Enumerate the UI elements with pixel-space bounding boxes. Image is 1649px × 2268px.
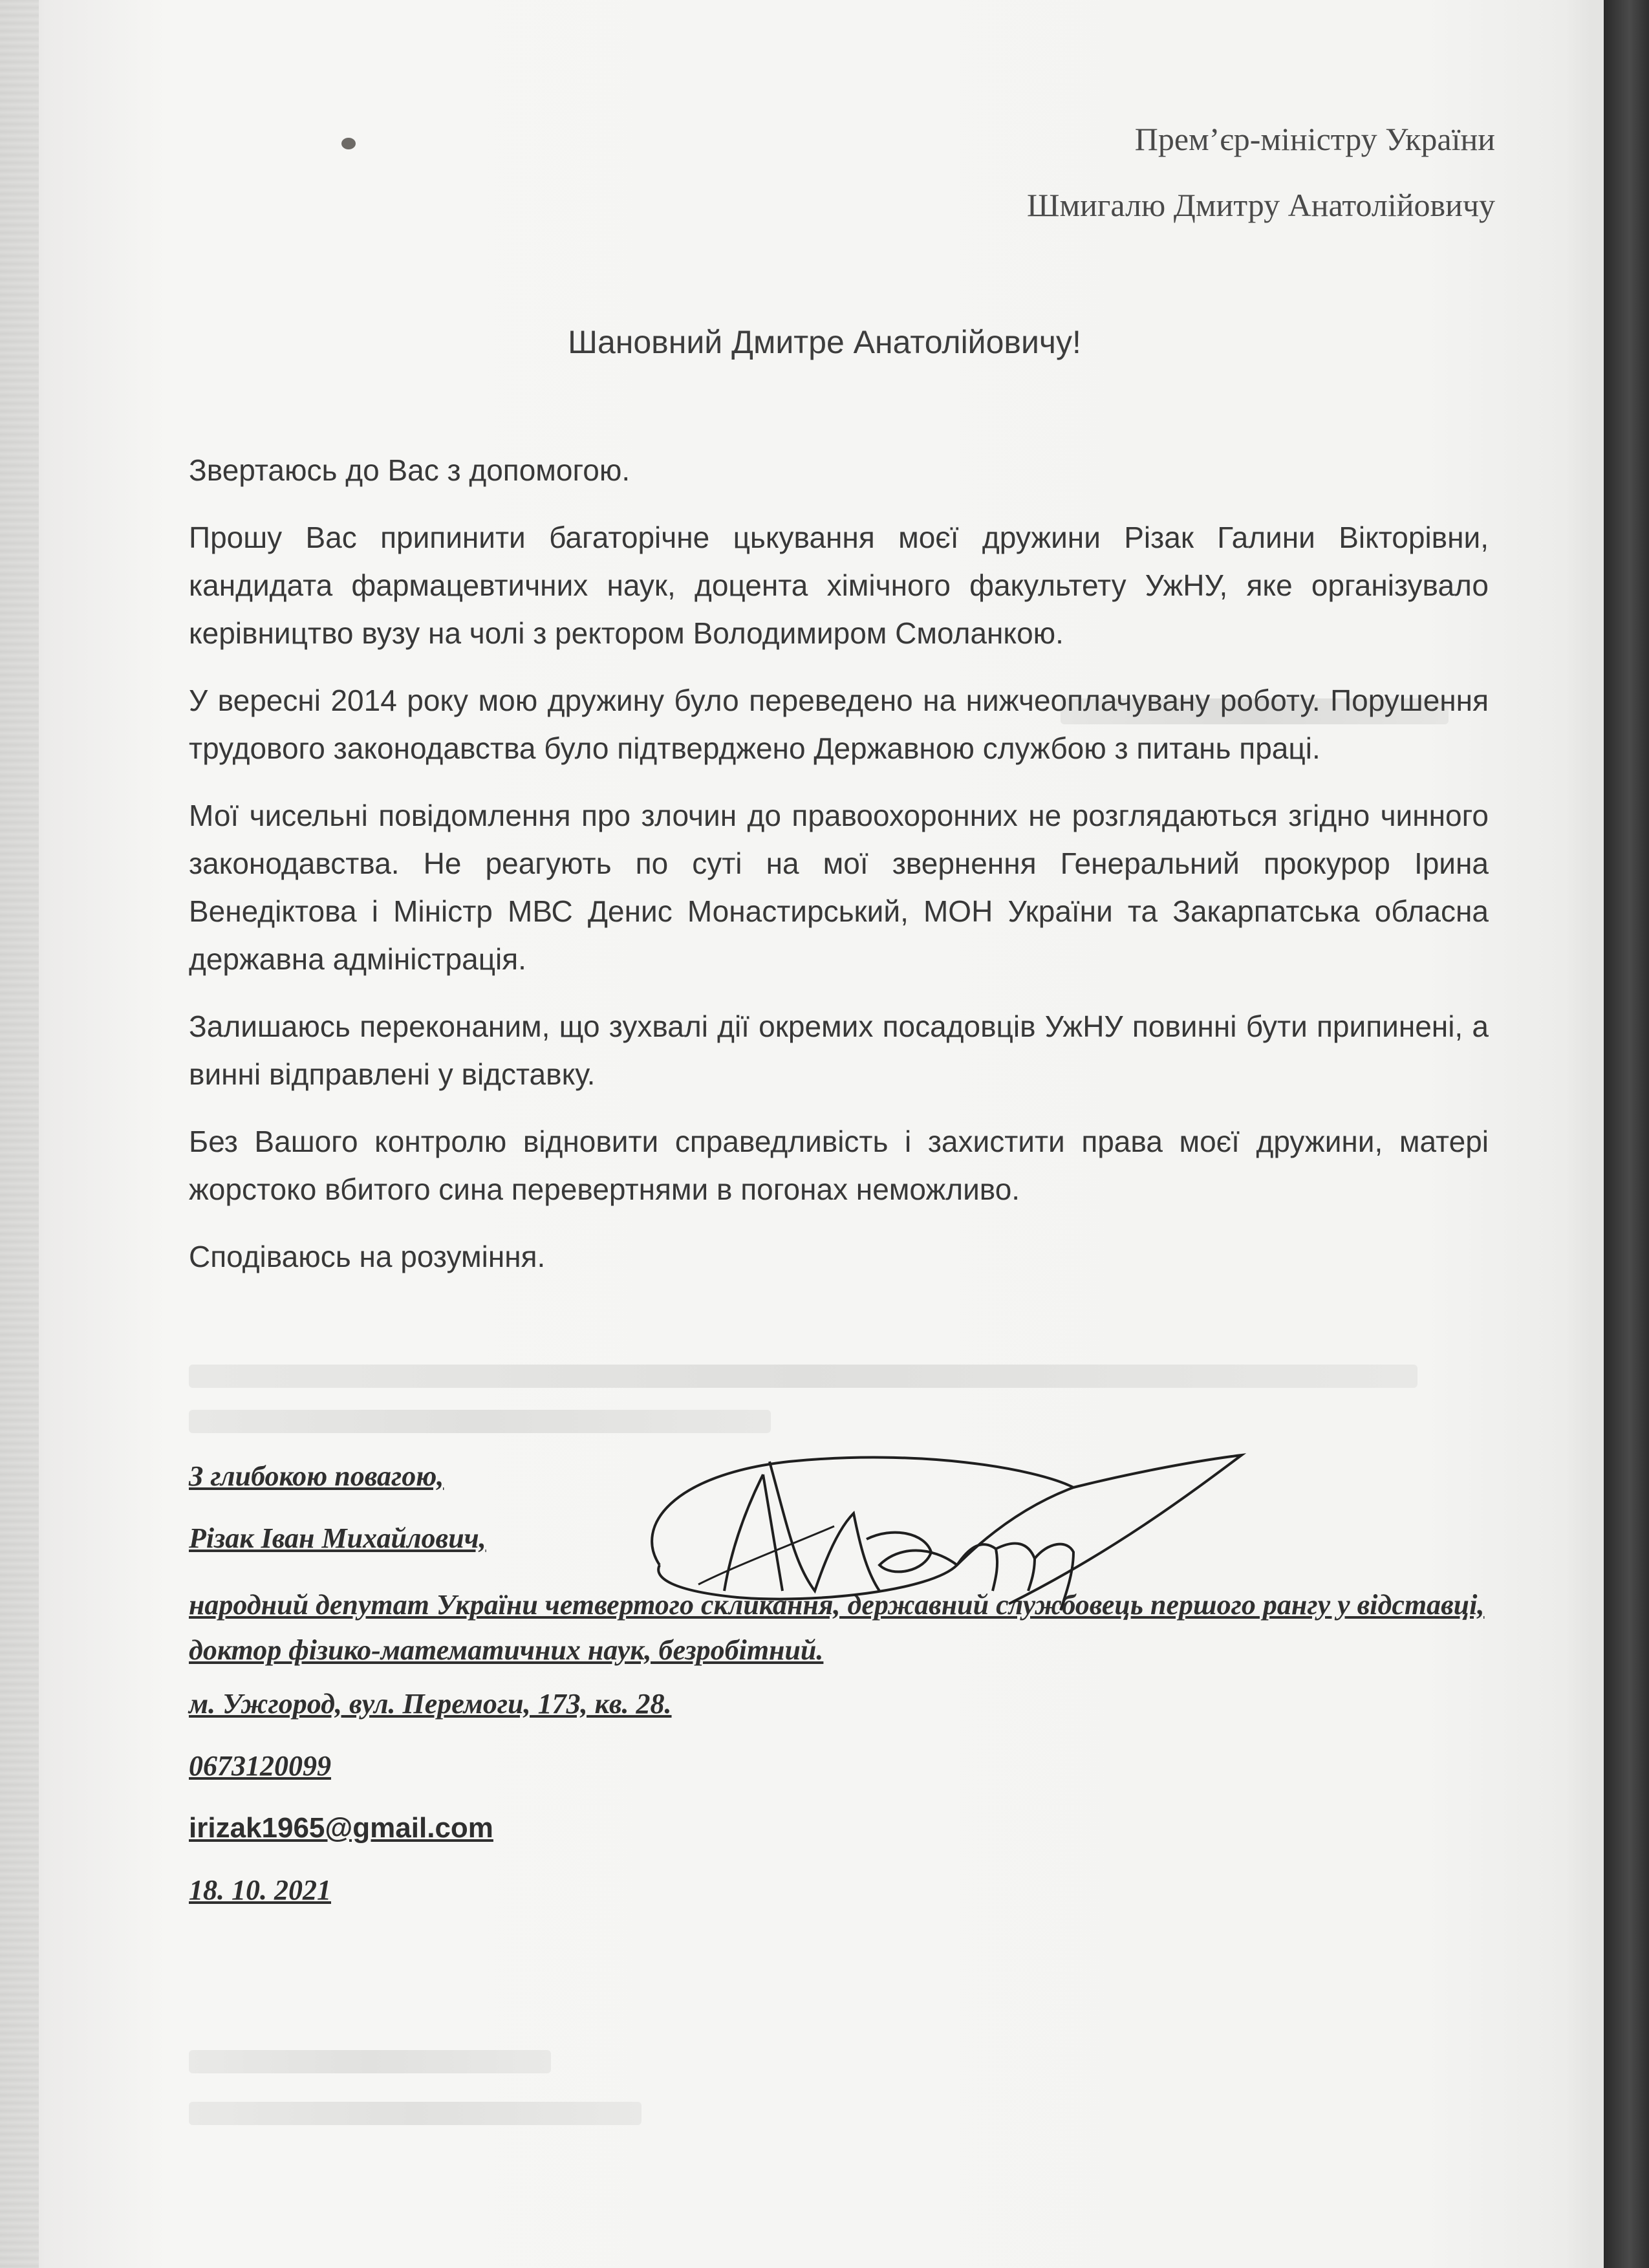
paragraph: Звертаюсь до Вас з допомогою. <box>189 453 630 487</box>
paragraph: Без Вашого контролю відновити справедливість і захистити права моєї дружини, матері жорстоко вбитого сина перевертнями в погонах неможливо. <box>189 1125 1489 1206</box>
show-through-smudge <box>189 1365 1417 1388</box>
show-through-smudge <box>189 1410 771 1433</box>
signer-email: irizak1965@gmail.com <box>189 1812 493 1844</box>
handwritten-signature <box>621 1436 1255 1630</box>
addressee-line-2: Шмигалю Дмитру Анатолійовичу <box>1027 187 1495 223</box>
show-through-smudge <box>189 2102 641 2125</box>
paragraph: Сподіваюсь на розуміння. <box>189 1240 546 1273</box>
signer-address: м. Ужгород, вул. Перемоги, 173, кв. 28. <box>189 1688 672 1720</box>
addressee-line-1: Прем’єр-міністру України <box>1134 121 1495 157</box>
signer-phone: 0673120099 <box>189 1750 331 1782</box>
paragraph: Мої чисельні повідомлення про злочин до правоохоронних не розглядаються згідно чинного законодавства. Не реагують по суті на мої звернення Генеральний прокурор Ірина Венедіктова і Міністр МВС Денис Монастирський, МОН України та Закарпатська обласна державна адміністрація. <box>189 799 1489 976</box>
closing-regards: З глибокою повагою, <box>189 1460 444 1492</box>
paragraph: Прошу Вас припинити багаторічне цькування моєї дружини Різак Галини Вікторівни, кандидата фармацевтичних наук, доцента хімічного факультету УжНУ, яке організувало керівництво вузу на чолі з ректором Володимиром Смоланкою. <box>189 521 1489 650</box>
signer-name: Різак Іван Михайлович, <box>189 1522 486 1554</box>
paragraph: Залишаюсь переконаним, що зухвалі дії окремих посадовців УжНУ повинні бути припинені, а винні відправлені у відставку. <box>189 1010 1489 1091</box>
letter-date: 18. 10. 2021 <box>189 1874 331 1906</box>
letter-body <box>189 446 1489 1300</box>
paragraph: У вересні 2014 року мою дружину було переведено на нижчеоплачувану роботу. Порушення трудового законодавства було підтверджено Державною службою з питань праці. <box>189 684 1489 765</box>
greeting: Шановний Дмитре Анатолійовичу! <box>568 324 1081 360</box>
ink-spot <box>341 138 356 149</box>
signer-title: народний депутат України четвертого скликання, державний службовець першого рангу у відставці, доктор фізико-математичних наук, безробітний. <box>189 1589 1485 1666</box>
show-through-smudge <box>189 2050 551 2073</box>
